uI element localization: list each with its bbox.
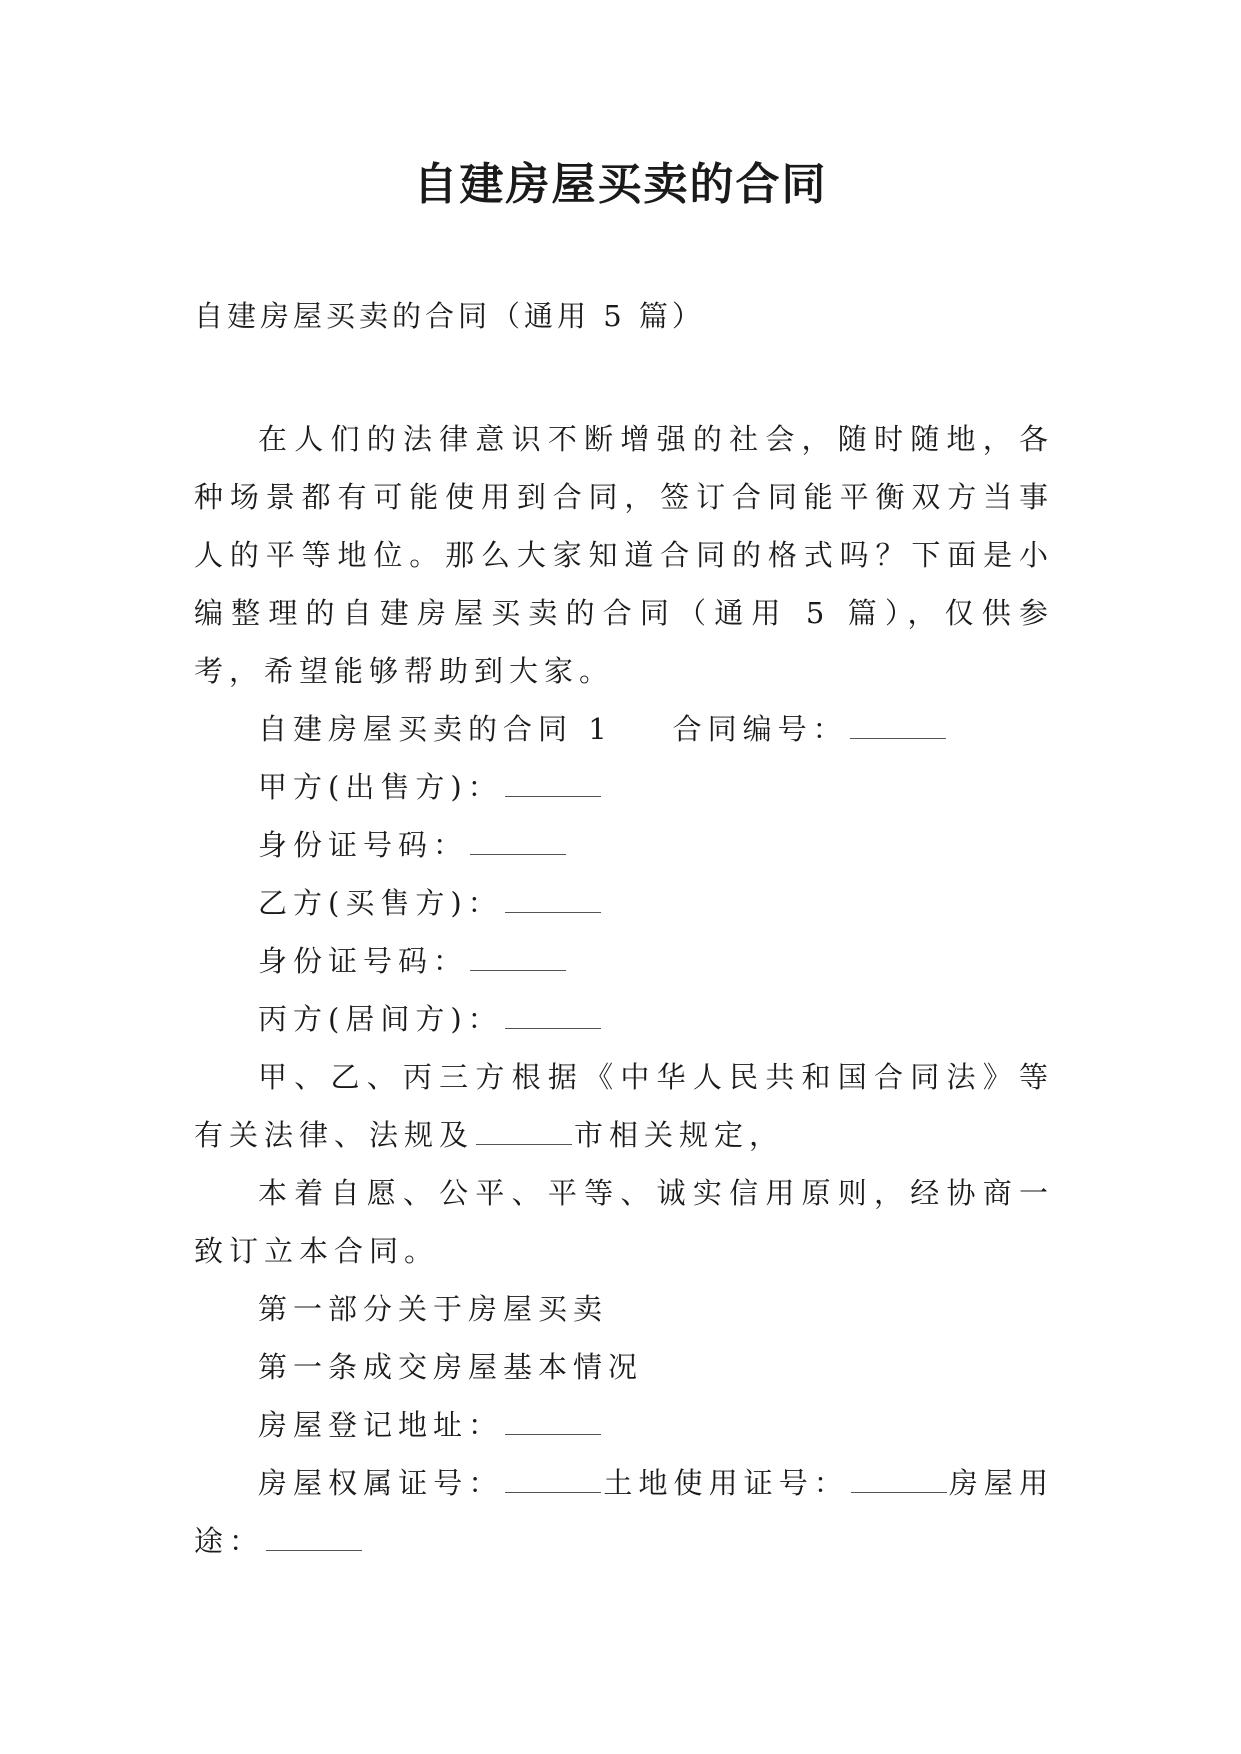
legal-basis-text: 甲、乙、丙三方根据《中华人民共和国合同法》等有关法律、法规及 — [194, 1060, 1054, 1152]
city-blank — [476, 1142, 572, 1145]
party-b-id-blank — [470, 968, 566, 971]
document-body — [194, 410, 1054, 1570]
document-title: 自建房屋买卖的合同 — [413, 159, 828, 210]
address-blank — [505, 1432, 601, 1435]
party-b-id-label: 身份证号码： — [258, 944, 469, 978]
contract-number-label: 合同编号： — [672, 712, 848, 746]
legal-basis-end: 市相关规定， — [574, 1118, 785, 1152]
land-label: 土地使用证号： — [603, 1466, 849, 1500]
party-b-id-line — [194, 932, 1054, 990]
party-a-id-label: 身份证号码： — [258, 828, 469, 862]
party-a-blank — [505, 794, 601, 797]
legal-basis-paragraph — [194, 1048, 1054, 1164]
address-line — [194, 1396, 1054, 1454]
cert-blank — [505, 1490, 601, 1493]
party-b-label: 乙方(买售方)： — [258, 886, 503, 920]
contract-heading-line — [194, 700, 1054, 758]
party-b-line — [194, 874, 1054, 932]
party-a-line — [194, 758, 1054, 816]
part-one-heading: 第一部分关于房屋买卖 — [258, 1292, 609, 1326]
party-a-label: 甲方(出售方)： — [258, 770, 503, 804]
party-c-line — [194, 990, 1054, 1048]
cert-label: 房屋权属证号： — [258, 1466, 504, 1500]
contract-heading: 自建房屋买卖的合同 1 — [258, 712, 613, 746]
intro-paragraph: 在人们的法律意识不断增强的社会，随时随地，各种场景都有可能使用到合同，签订合同能平衡双方当事人的平等地位。那么大家知道合同的格式吗？下面是小编整理的自建房屋买卖的合同（通用 5 篇），仅供参考，希望能够帮助到大家。 — [194, 422, 1054, 688]
certificate-line — [194, 1454, 1054, 1570]
land-blank — [851, 1490, 947, 1493]
party-a-id-line — [194, 816, 1054, 874]
document-subtitle: 自建房屋买卖的合同（通用 5 篇） — [194, 299, 705, 333]
principle-paragraph: 本着自愿、公平、平等、诚实信用原则，经协商一致订立本合同。 — [194, 1176, 1054, 1268]
article-one-heading: 第一条成交房屋基本情况 — [258, 1350, 644, 1384]
use-label: 房屋用途： — [194, 1466, 1054, 1558]
contract-number-blank — [850, 736, 946, 739]
address-label: 房屋登记地址： — [258, 1408, 504, 1442]
party-a-id-blank — [470, 852, 566, 855]
party-b-blank — [505, 910, 601, 913]
use-blank — [266, 1548, 362, 1551]
party-c-label: 丙方(居间方)： — [258, 1002, 503, 1036]
party-c-blank — [505, 1026, 601, 1029]
